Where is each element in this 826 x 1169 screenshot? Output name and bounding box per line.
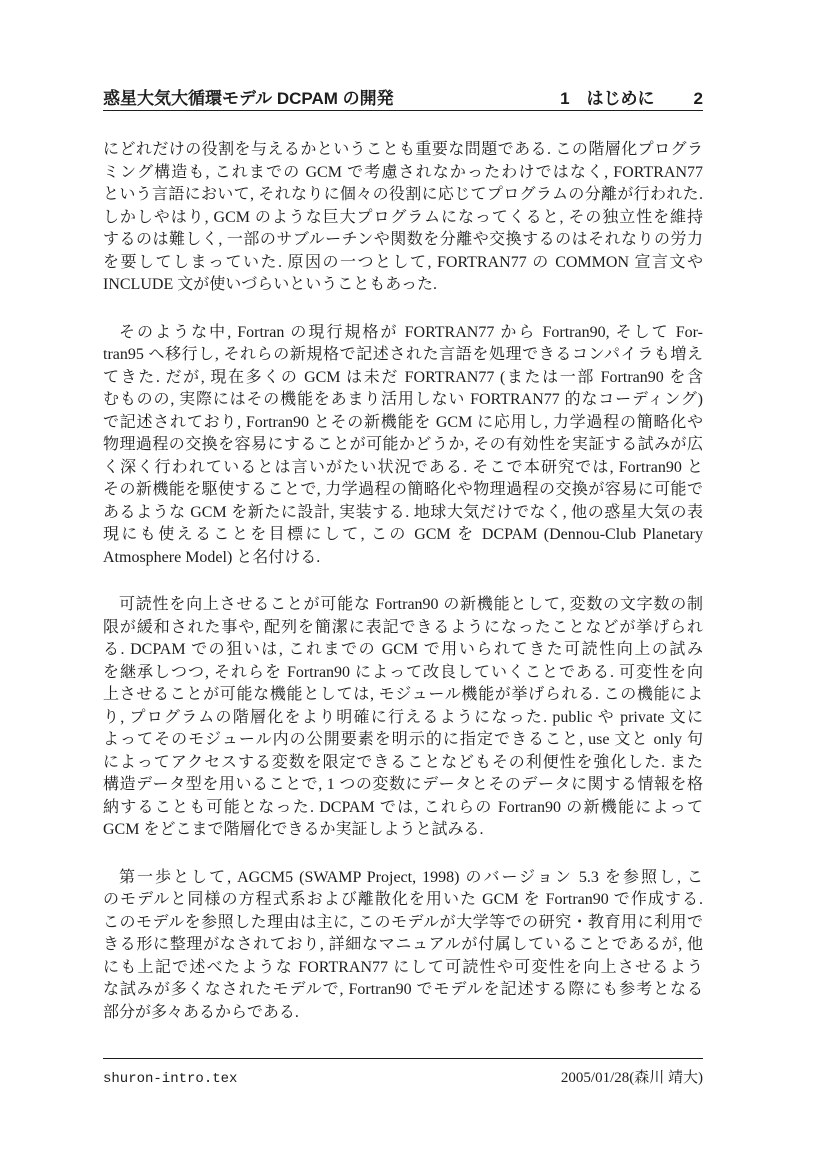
text-line: 限が緩和された事や, 配列を簡潔に表記できるようになったことなどが挙げられ [103,618,703,636]
text-line: を要してしまっていた. 原因の一つとして, FORTRAN77 の COMMON 宣言文や [103,253,703,271]
text-line: 可読性を向上させることが可能な Fortran90 の新機能として, 変数の文字数の制 [119,596,703,613]
text-line: く深く行われているとは言いがたい状況である. そこで本研究では, Fortran90 と [103,458,703,476]
text-line: 第一歩として, AGCM5 (SWAMP Project, 1998) のバージョン 5.3 を参照し, こ [119,868,703,886]
text-line: そのような中, Fortran の現行規格が FORTRAN77 から Fortran90, そして For- [119,323,703,341]
running-title: 惑星大気大循環モデル DCPAM の開発 [103,89,394,108]
source-filename: shuron-intro.tex [103,1071,238,1087]
text-line: むものの, 実際にはその機能をあまり活用しない FORTRAN77 的なコーディング) [103,391,703,408]
text-line: 物理過程の交換を容易にすることが可能かどうか, その有効性を実証する試みが広 [103,436,703,453]
text-line: するのは難しく, 一部のサブルーチンや関数を分離や交換するのはそれなりの労力 [103,231,703,248]
body-text [103,139,703,1024]
text-line: を継承しつつ, それらを Fortran90 によって改良していくことである. 可変性を向 [103,663,703,681]
text-line: GCM をどこまで階層化できるか実証しようと試みる. [103,821,484,838]
text-line: よってそのモジュール内の公開要素を明示的に指定できること, use 文と only 句 [103,731,703,748]
paragraph [103,594,703,842]
text-line: 納することも可能となった. DCPAM では, これらの Fortran90 の新機能によって [103,798,703,816]
text-line: 部分が多々あるからである. [103,1003,299,1021]
text-line: 現にも使えることを目標にして, この GCM を DCPAM (Dennou-Club Planetary [103,526,703,543]
text-line: で記述されており, Fortran90 とその新機能を GCM に応用し, 力学過程の簡略化や [103,413,703,431]
text-line: によってアクセスする変数を限定できることなどもその利便性を強化した. また [103,753,703,771]
page-header [103,84,703,109]
text-line: しかしやはり, GCM のような巨大プログラムになってくると, その独立性を維持 [103,208,703,226]
text-line: このモデルを参照した理由は主に, このモデルが大学等での研究・教育用に利用で [103,913,703,931]
section-number: 1 [560,89,570,108]
text-line: 上させることが可能な機能としては, モジュール機能が挙げられる. この機能によ [103,686,703,703]
page-footer [103,1066,703,1087]
text-line: のモデルと同様の方程式系および離散化を用いた GCM を Fortran90 で作成する. [103,891,703,908]
text-line: る. DCPAM での狙いは, これまでの GCM で用いられてきた可読性向上の試み [103,641,703,658]
text-line: という言語において, それなりに個々の役割に応じてプログラムの分離が行われた. [103,186,703,203]
text-line: きる形に整理がなされており, 詳細なマニュアルが付属していることであるが, 他 [103,936,703,953]
text-line: あるような GCM を新たに設計, 実装する. 地球大気だけでなく, 他の惑星大気の表 [103,503,703,521]
date-author: 2005/01/28(森川 靖大) [560,1070,703,1086]
text-line: にどれだけの役割を与えるかということも重要な問題である. この階層化プログラ [103,141,703,158]
text-line: てきた. だが, 現在多くの GCM は未だ FORTRAN77 (または一部 Fortran90 を含 [103,368,703,386]
paragraph [103,867,703,1025]
page-number: 2 [693,89,703,108]
paragraph [103,322,703,570]
footer-rule [103,1058,703,1059]
text-line: にも上記で述べたような FORTRAN77 にして可読性や可変性を向上させるよう [103,958,703,976]
text-line: tran95 へ移行し, それらの新規格で記述された言語を処理できるコンパイラも増え [103,346,703,363]
text-line: り, プログラムの階層化をより明確に行えるようになった. public や private 文に [103,708,703,726]
text-line: Atmosphere Model) と名付ける. [103,548,321,566]
text-line: ミング構造も, これまでの GCM で考慮されなかったわけではなく, FORTRAN77 [103,163,703,181]
header-rule [103,110,703,111]
text-line: その新機能を駆使することで, 力学過程の簡略化や物理過程の交換が容易に可能で [103,481,703,498]
text-line: INCLUDE 文が使いづらいということもあった. [103,276,438,293]
paragraph [103,139,703,297]
text-line: 構造データ型を用いることで, 1 つの変数にデータとそのデータに関する情報を格 [103,776,703,793]
text-line: な試みが多くなされたモデルで, Fortran90 でモデルを記述する際にも参考となる [103,981,703,998]
header-section-info [560,84,703,109]
section-title: はじめに [586,89,655,108]
